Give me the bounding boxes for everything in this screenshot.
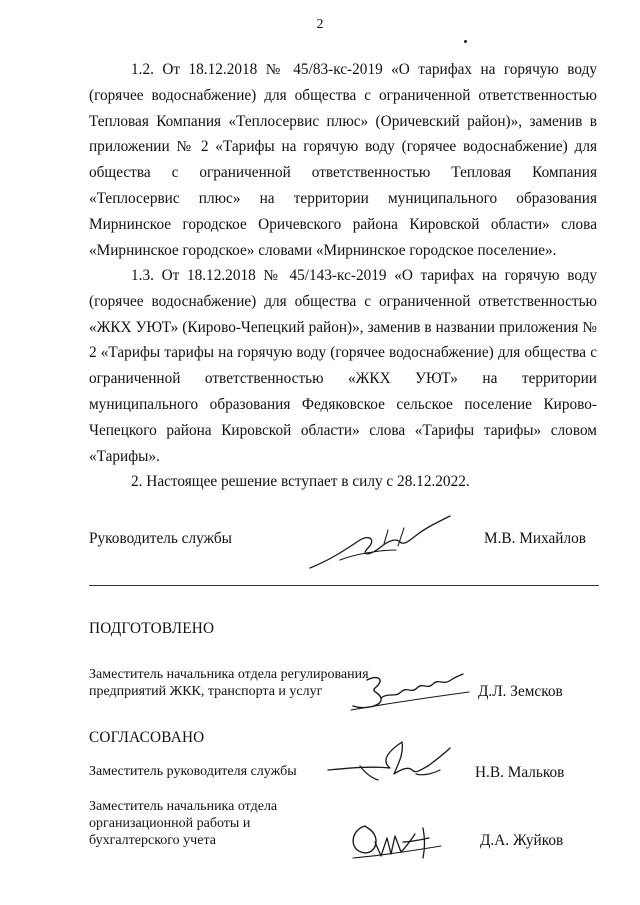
approved-signer2-signature-mark — [345, 812, 455, 872]
separator-line — [89, 585, 599, 586]
approved-signer1-position: Заместитель руководителя службы — [89, 764, 297, 779]
prepared-signature-mark — [345, 658, 475, 718]
approved-heading: СОГЛАСОВАНО — [89, 729, 205, 746]
scan-speck — [464, 40, 467, 43]
head-signature-mark — [300, 510, 460, 580]
paragraph-1-2: 1.2. От 18.12.2018 № 45/83-кс-2019 «О тарифах на горячую воду (горячее водоснабжение) для общества с ограниченной ответственностью Тепловая Компания «Теплосервис плюс» (Оричевский район)», заменив в приложении № 2 «Тарифы на горячую воду (горячее водоснабжение) для общества с ограниченной ответственностью Тепловая Компания «Теплосервис плюс» на территории муниципального образования Мирнинское городское Оричевского района Кировской области» слова «Мирнинское городское» словами «Мирнинское городское поселение». — [89, 61, 597, 259]
approved-signer1-signature-mark — [320, 730, 480, 800]
paragraph-1-3: 1.3. От 18.12.2018 № 45/143-кс-2019 «О тарифах на горячую воду (горячее водоснабжение) для общества с ограниченной ответственностью «ЖКХ УЮТ» (Кирово-Чепецкий район)», заменив в названии приложения № 2 «Тарифы тарифы на горячую воду (горячее водоснабжение) для общества с ограниченной ответственностью «ЖКХ УЮТ» на территории муниципального образования Федяковское сельское поселение Кирово-Чепецкого района Кировской области» слова «Тарифы тарифы» словом «Тарифы». — [89, 267, 597, 465]
approved-signer2-position-line1: Заместитель начальника отдела — [89, 799, 278, 814]
approved-signer2-name: Д.А. Жуйков — [480, 832, 564, 849]
approved-signer2-position-line3: бухгалтерского учета — [89, 833, 216, 848]
prepared-name: Д.Л. Земсков — [478, 683, 563, 700]
page-number: 2 — [316, 17, 324, 32]
head-position: Руководитель службы — [89, 530, 232, 547]
prepared-position-line1: Заместитель начальника отдела регулирования — [89, 667, 369, 682]
approved-signer2-position-line2: организационной работы и — [89, 816, 251, 831]
approved-signer1-name: Н.В. Мальков — [475, 764, 565, 781]
prepared-position-line2: предприятий ЖКК, транспорта и услуг — [89, 684, 323, 699]
prepared-heading: ПОДГОТОВЛЕНО — [89, 620, 215, 637]
head-name: М.В. Михайлов — [484, 530, 586, 547]
paragraph-2: 2. Настоящее решение вступает в силу с 28.12.2022. — [131, 473, 470, 490]
